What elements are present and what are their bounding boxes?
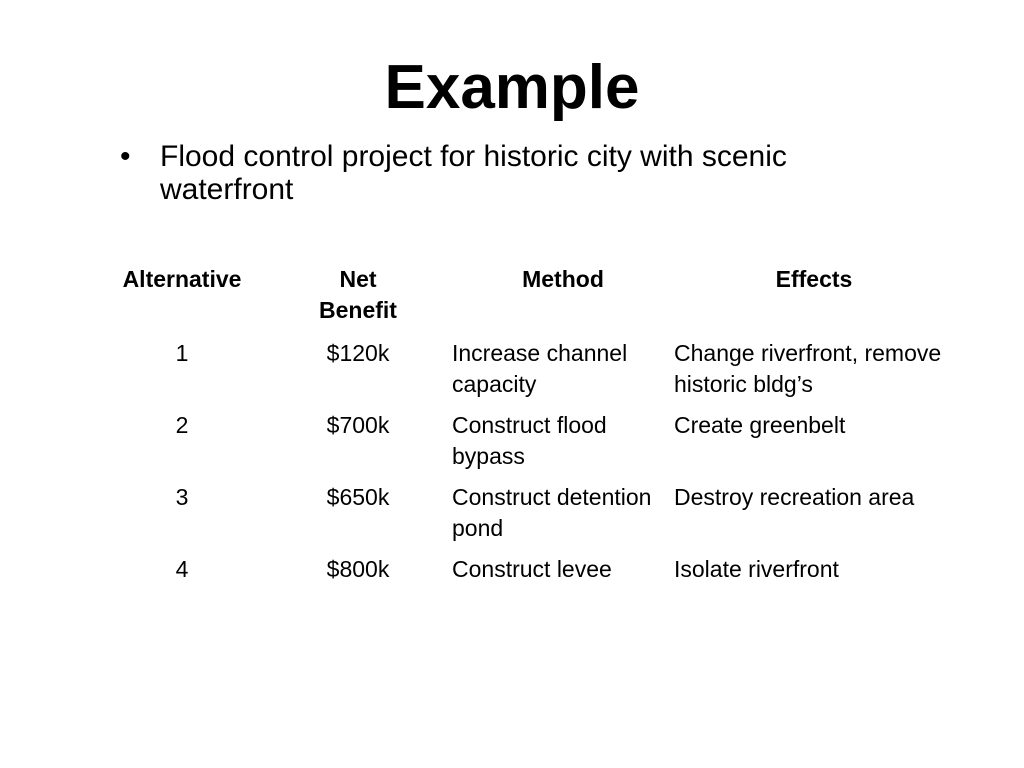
cell-effects: Create greenbelt (674, 412, 846, 438)
header-net-benefit (264, 262, 452, 338)
cell-net-benefit: $120k (326, 340, 390, 366)
alternatives-table (100, 262, 954, 595)
cell-effects: Isolate riverfront (674, 556, 839, 582)
bullet-symbol: • (120, 140, 131, 173)
cell-net-benefit: $650k (326, 484, 390, 510)
table-header-row (100, 262, 954, 338)
cell-alternative: 2 (175, 412, 189, 438)
header-net-benefit-line1: Net (339, 266, 377, 292)
slide-title: Example (384, 53, 640, 122)
cell-method: Construct detention pond (452, 484, 652, 541)
cell-effects: Change riverfront, remove historic bldg’s (674, 340, 942, 397)
cell-alternative: 1 (175, 340, 189, 366)
cell-effects: Destroy recreation area (674, 484, 915, 510)
cell-net-benefit: $700k (326, 412, 390, 438)
cell-method: Construct levee (452, 556, 612, 582)
bullet-text: Flood control project for historic city with scenic waterfront (160, 140, 787, 206)
cell-method: Construct flood bypass (452, 412, 607, 469)
header-net-benefit-line2: Benefit (319, 297, 397, 323)
header-effects: Effects (775, 266, 853, 292)
header-method: Method (522, 266, 604, 292)
table-row (100, 410, 954, 482)
cell-method: Increase channel capacity (452, 340, 628, 397)
cell-alternative: 3 (175, 484, 189, 510)
cell-alternative: 4 (175, 556, 189, 582)
header-alternative: Alternative (122, 266, 242, 292)
table-row (100, 482, 954, 554)
table-row (100, 338, 954, 410)
cell-net-benefit: $800k (326, 556, 390, 582)
table-row (100, 554, 954, 595)
